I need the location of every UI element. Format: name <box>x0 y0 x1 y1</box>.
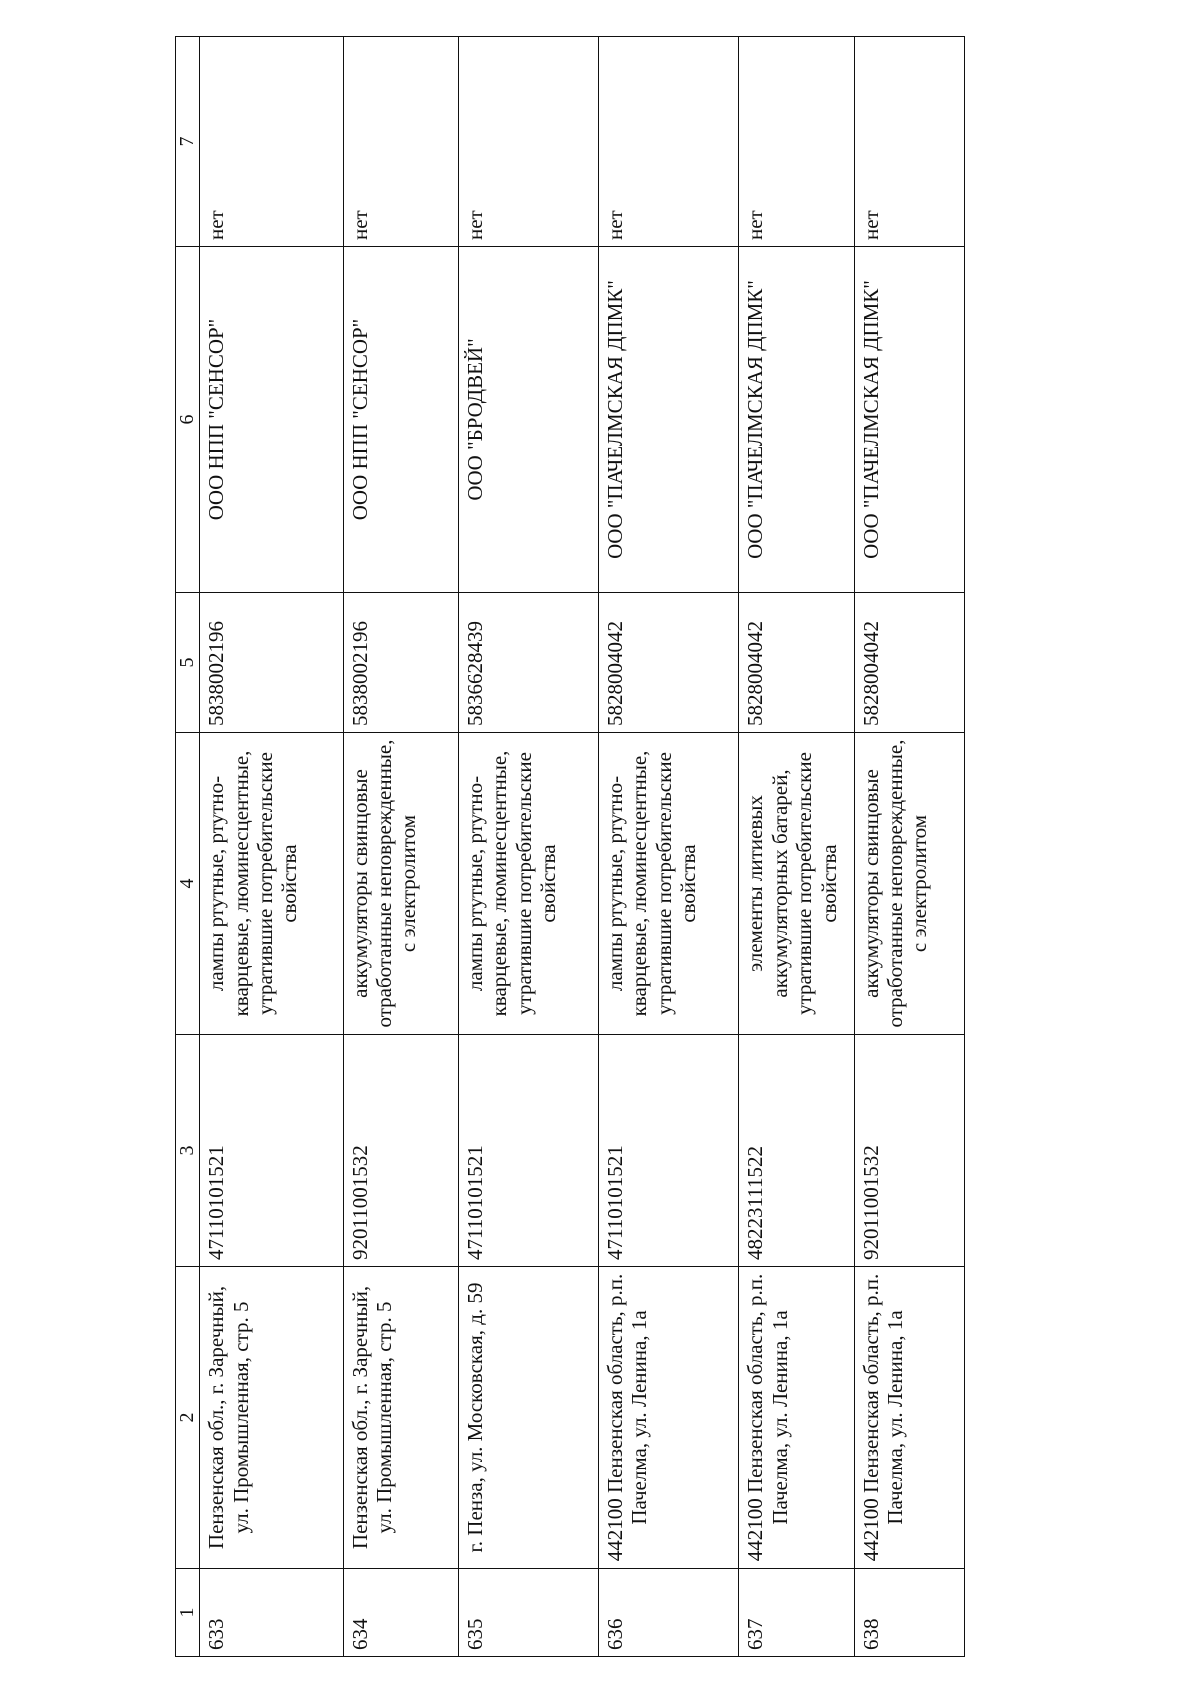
inn-cell: 5838002196 <box>200 593 343 733</box>
header-cell: 6 <box>176 247 200 593</box>
header-cell: 2 <box>176 1267 200 1569</box>
waste-name-cell: аккумуляторы свинцовые отработанные неповрежденные, с электролитом <box>343 733 458 1035</box>
address-cell: Пензенская обл., г. Заречный, ул. Промышленная, стр. 5 <box>200 1267 343 1569</box>
address-cell: 442100 Пензенская область, р.п. Пачелма, ул. Ленина, 1а <box>599 1267 739 1569</box>
waste-code-cell: 92011001532 <box>343 1035 458 1267</box>
waste-code-cell: 92011001532 <box>854 1035 964 1267</box>
organization-cell: ООО "ПАЧЕЛМСКАЯ ДПМК" <box>739 247 854 593</box>
table-row <box>854 37 964 1657</box>
row-number-cell: 637 <box>739 1569 854 1657</box>
waste-code-cell: 47110101521 <box>200 1035 343 1267</box>
row-number-cell: 636 <box>599 1569 739 1657</box>
organization-cell: ООО "ПАЧЕЛМСКАЯ ДПМК" <box>854 247 964 593</box>
flag-cell: нет <box>739 37 854 247</box>
flag-cell: нет <box>854 37 964 247</box>
header-cell: 5 <box>176 593 200 733</box>
inn-cell: 5828004042 <box>739 593 854 733</box>
address-cell: г. Пенза, ул. Московская, д. 59 <box>458 1267 598 1569</box>
header-cell: 3 <box>176 1035 200 1267</box>
flag-cell: нет <box>458 37 598 247</box>
waste-registry-table <box>175 36 965 1657</box>
waste-name-cell: лампы ртутные, ртутно-кварцевые, люминесцентные, утратившие потребительские свойства <box>599 733 739 1035</box>
table-row <box>739 37 854 1657</box>
organization-cell: ООО "ПАЧЕЛМСКАЯ ДПМК" <box>599 247 739 593</box>
waste-name-cell: элементы литиевых аккумуляторных батарей, утратившие потребительские свойства <box>739 733 854 1035</box>
table-row <box>200 37 343 1657</box>
flag-cell: нет <box>343 37 458 247</box>
row-number-cell: 638 <box>854 1569 964 1657</box>
waste-code-cell: 48223111522 <box>739 1035 854 1267</box>
flag-cell: нет <box>200 37 343 247</box>
row-number-cell: 633 <box>200 1569 343 1657</box>
organization-cell: ООО НПП "СЕНСОР" <box>200 247 343 593</box>
header-cell: 7 <box>176 37 200 247</box>
inn-cell: 5828004042 <box>854 593 964 733</box>
organization-cell: ООО "БРОДВЕЙ" <box>458 247 598 593</box>
inn-cell: 5828004042 <box>599 593 739 733</box>
header-cell: 4 <box>176 733 200 1035</box>
waste-code-cell: 47110101521 <box>458 1035 598 1267</box>
waste-name-cell: лампы ртутные, ртутно-кварцевые, люминесцентные, утратившие потребительские свойства <box>200 733 343 1035</box>
waste-name-cell: аккумуляторы свинцовые отработанные неповрежденные, с электролитом <box>854 733 964 1035</box>
flag-cell: нет <box>599 37 739 247</box>
rotated-table-wrapper <box>175 37 965 1657</box>
table-row <box>599 37 739 1657</box>
header-row <box>176 37 200 1657</box>
organization-cell: ООО НПП "СЕНСОР" <box>343 247 458 593</box>
waste-name-cell: лампы ртутные, ртутно-кварцевые, люминесцентные, утратившие потребительские свойства <box>458 733 598 1035</box>
row-number-cell: 634 <box>343 1569 458 1657</box>
header-cell: 1 <box>176 1569 200 1657</box>
address-cell: 442100 Пензенская область, р.п. Пачелма, ул. Ленина, 1а <box>854 1267 964 1569</box>
address-cell: 442100 Пензенская область, р.п. Пачелма, ул. Ленина, 1а <box>739 1267 854 1569</box>
inn-cell: 5836628439 <box>458 593 598 733</box>
waste-code-cell: 47110101521 <box>599 1035 739 1267</box>
table-row <box>458 37 598 1657</box>
table-row <box>343 37 458 1657</box>
row-number-cell: 635 <box>458 1569 598 1657</box>
inn-cell: 5838002196 <box>343 593 458 733</box>
address-cell: Пензенская обл., г. Заречный, ул. Промышленная, стр. 5 <box>343 1267 458 1569</box>
